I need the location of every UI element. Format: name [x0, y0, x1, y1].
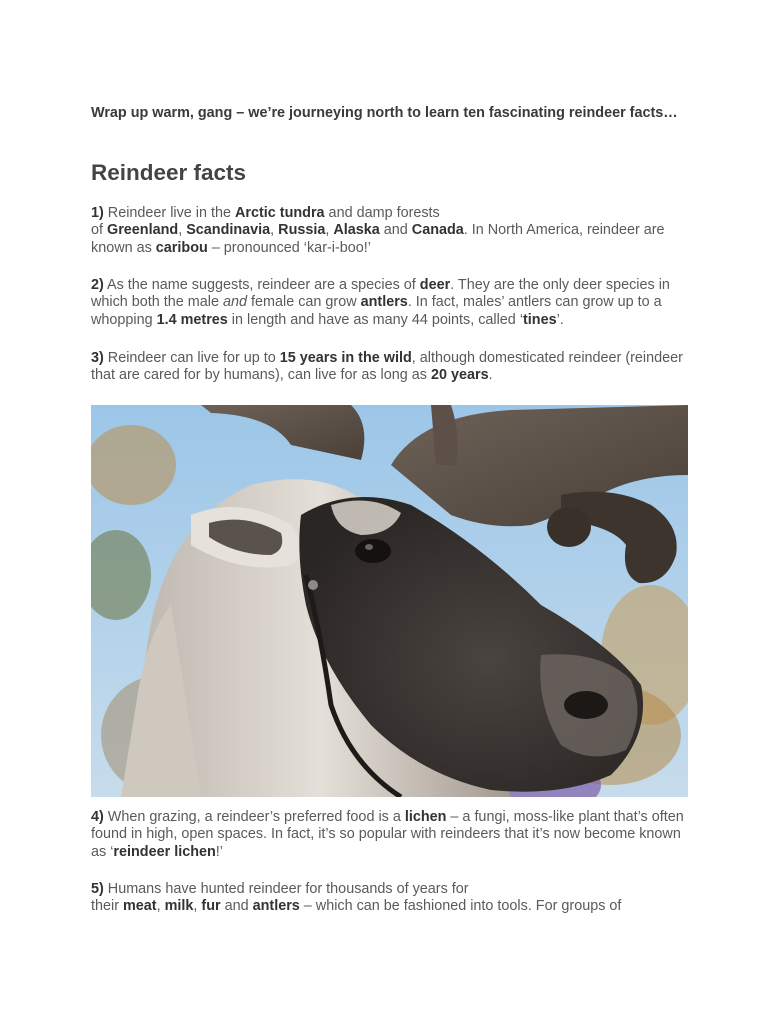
- bold-term: reindeer lichen: [113, 843, 216, 860]
- fact-text: As the name suggests, reindeer are a species of: [103, 277, 420, 293]
- bold-term: caribou: [155, 239, 208, 256]
- fact-text: !’: [215, 843, 223, 860]
- fact-text: ,: [178, 222, 187, 239]
- bold-term: Arctic tundra: [235, 205, 325, 221]
- bold-term: Russia: [278, 222, 326, 239]
- bold-term: milk: [164, 898, 194, 915]
- italic-term: and: [223, 294, 248, 311]
- fact-text: . In fact, males’ antlers can grow up to a whopping: [91, 294, 662, 328]
- fact-number: 4): [91, 809, 104, 825]
- fact-number: 1): [91, 205, 104, 221]
- fact-text: – a fungi, moss-like plant that’s often found in high, open spaces. In fact, it’s so popular with reindeers that it’s now become known as ‘: [91, 809, 684, 860]
- fact-text: their: [91, 898, 123, 915]
- fact-number: 5): [91, 881, 104, 897]
- bold-term: antlers: [360, 294, 408, 311]
- fact-text: Reindeer live in the: [103, 205, 235, 221]
- fact-text: in length and have as many 44 points, called ‘: [227, 311, 524, 328]
- fact-text: and damp forests: [324, 205, 440, 221]
- bold-term: Canada: [411, 222, 464, 239]
- fact-text: ,: [270, 222, 279, 239]
- fact-text: female can grow: [247, 294, 361, 311]
- fact-text: ,: [325, 222, 334, 239]
- fact-number: 2): [91, 277, 104, 293]
- fact-text: .: [488, 367, 493, 384]
- fact-text: When grazing, a reindeer’s preferred food is a: [103, 809, 405, 825]
- fact-number: 3): [91, 350, 104, 366]
- fact-text: and: [220, 898, 253, 915]
- bold-term: meat: [123, 898, 157, 915]
- fact-text: ’.: [556, 311, 564, 328]
- fact-3: [91, 350, 691, 385]
- bold-term: 15 years in the wild: [279, 350, 412, 366]
- fact-text: – which can be fashioned into tools. For groups of: [299, 898, 622, 915]
- fact-text: – pronounced ‘kar-i-boo!’: [207, 239, 371, 256]
- bold-term: antlers: [252, 898, 300, 915]
- intro-text: Wrap up warm, gang – we’re journeying north to learn ten fascinating reindeer facts…: [91, 105, 678, 121]
- fact-text: ,: [156, 898, 165, 915]
- fact-text: Reindeer can live for up to: [103, 350, 280, 366]
- bold-term: 1.4 metres: [156, 311, 228, 328]
- fact-1: [91, 205, 691, 257]
- fact-2: [91, 277, 691, 329]
- fact-text: , although domesticated reindeer (reindeer that are cared for by humans), can live for as long as: [91, 350, 683, 384]
- bold-term: Scandinavia: [186, 222, 271, 239]
- fact-text: and: [379, 222, 412, 239]
- reindeer-photo: [91, 405, 688, 797]
- bold-term: Alaska: [333, 222, 380, 239]
- fact-4: [91, 809, 691, 861]
- fact-text: of: [91, 222, 107, 239]
- fact-5: [91, 881, 691, 916]
- bold-term: deer: [419, 277, 451, 293]
- bold-term: 20 years: [430, 367, 489, 384]
- fact-text: ,: [193, 898, 202, 915]
- fact-text: Humans have hunted reindeer for thousands of years for: [103, 881, 469, 897]
- bold-term: lichen: [404, 809, 447, 825]
- fact-text: . In North America, reindeer are known as: [91, 222, 665, 256]
- section-heading: Reindeer facts: [91, 160, 247, 185]
- bold-term: tines: [523, 311, 557, 328]
- bold-term: Greenland: [107, 222, 179, 239]
- bold-term: fur: [201, 898, 221, 915]
- fact-text: . They are the only deer species in which both the male: [91, 277, 670, 311]
